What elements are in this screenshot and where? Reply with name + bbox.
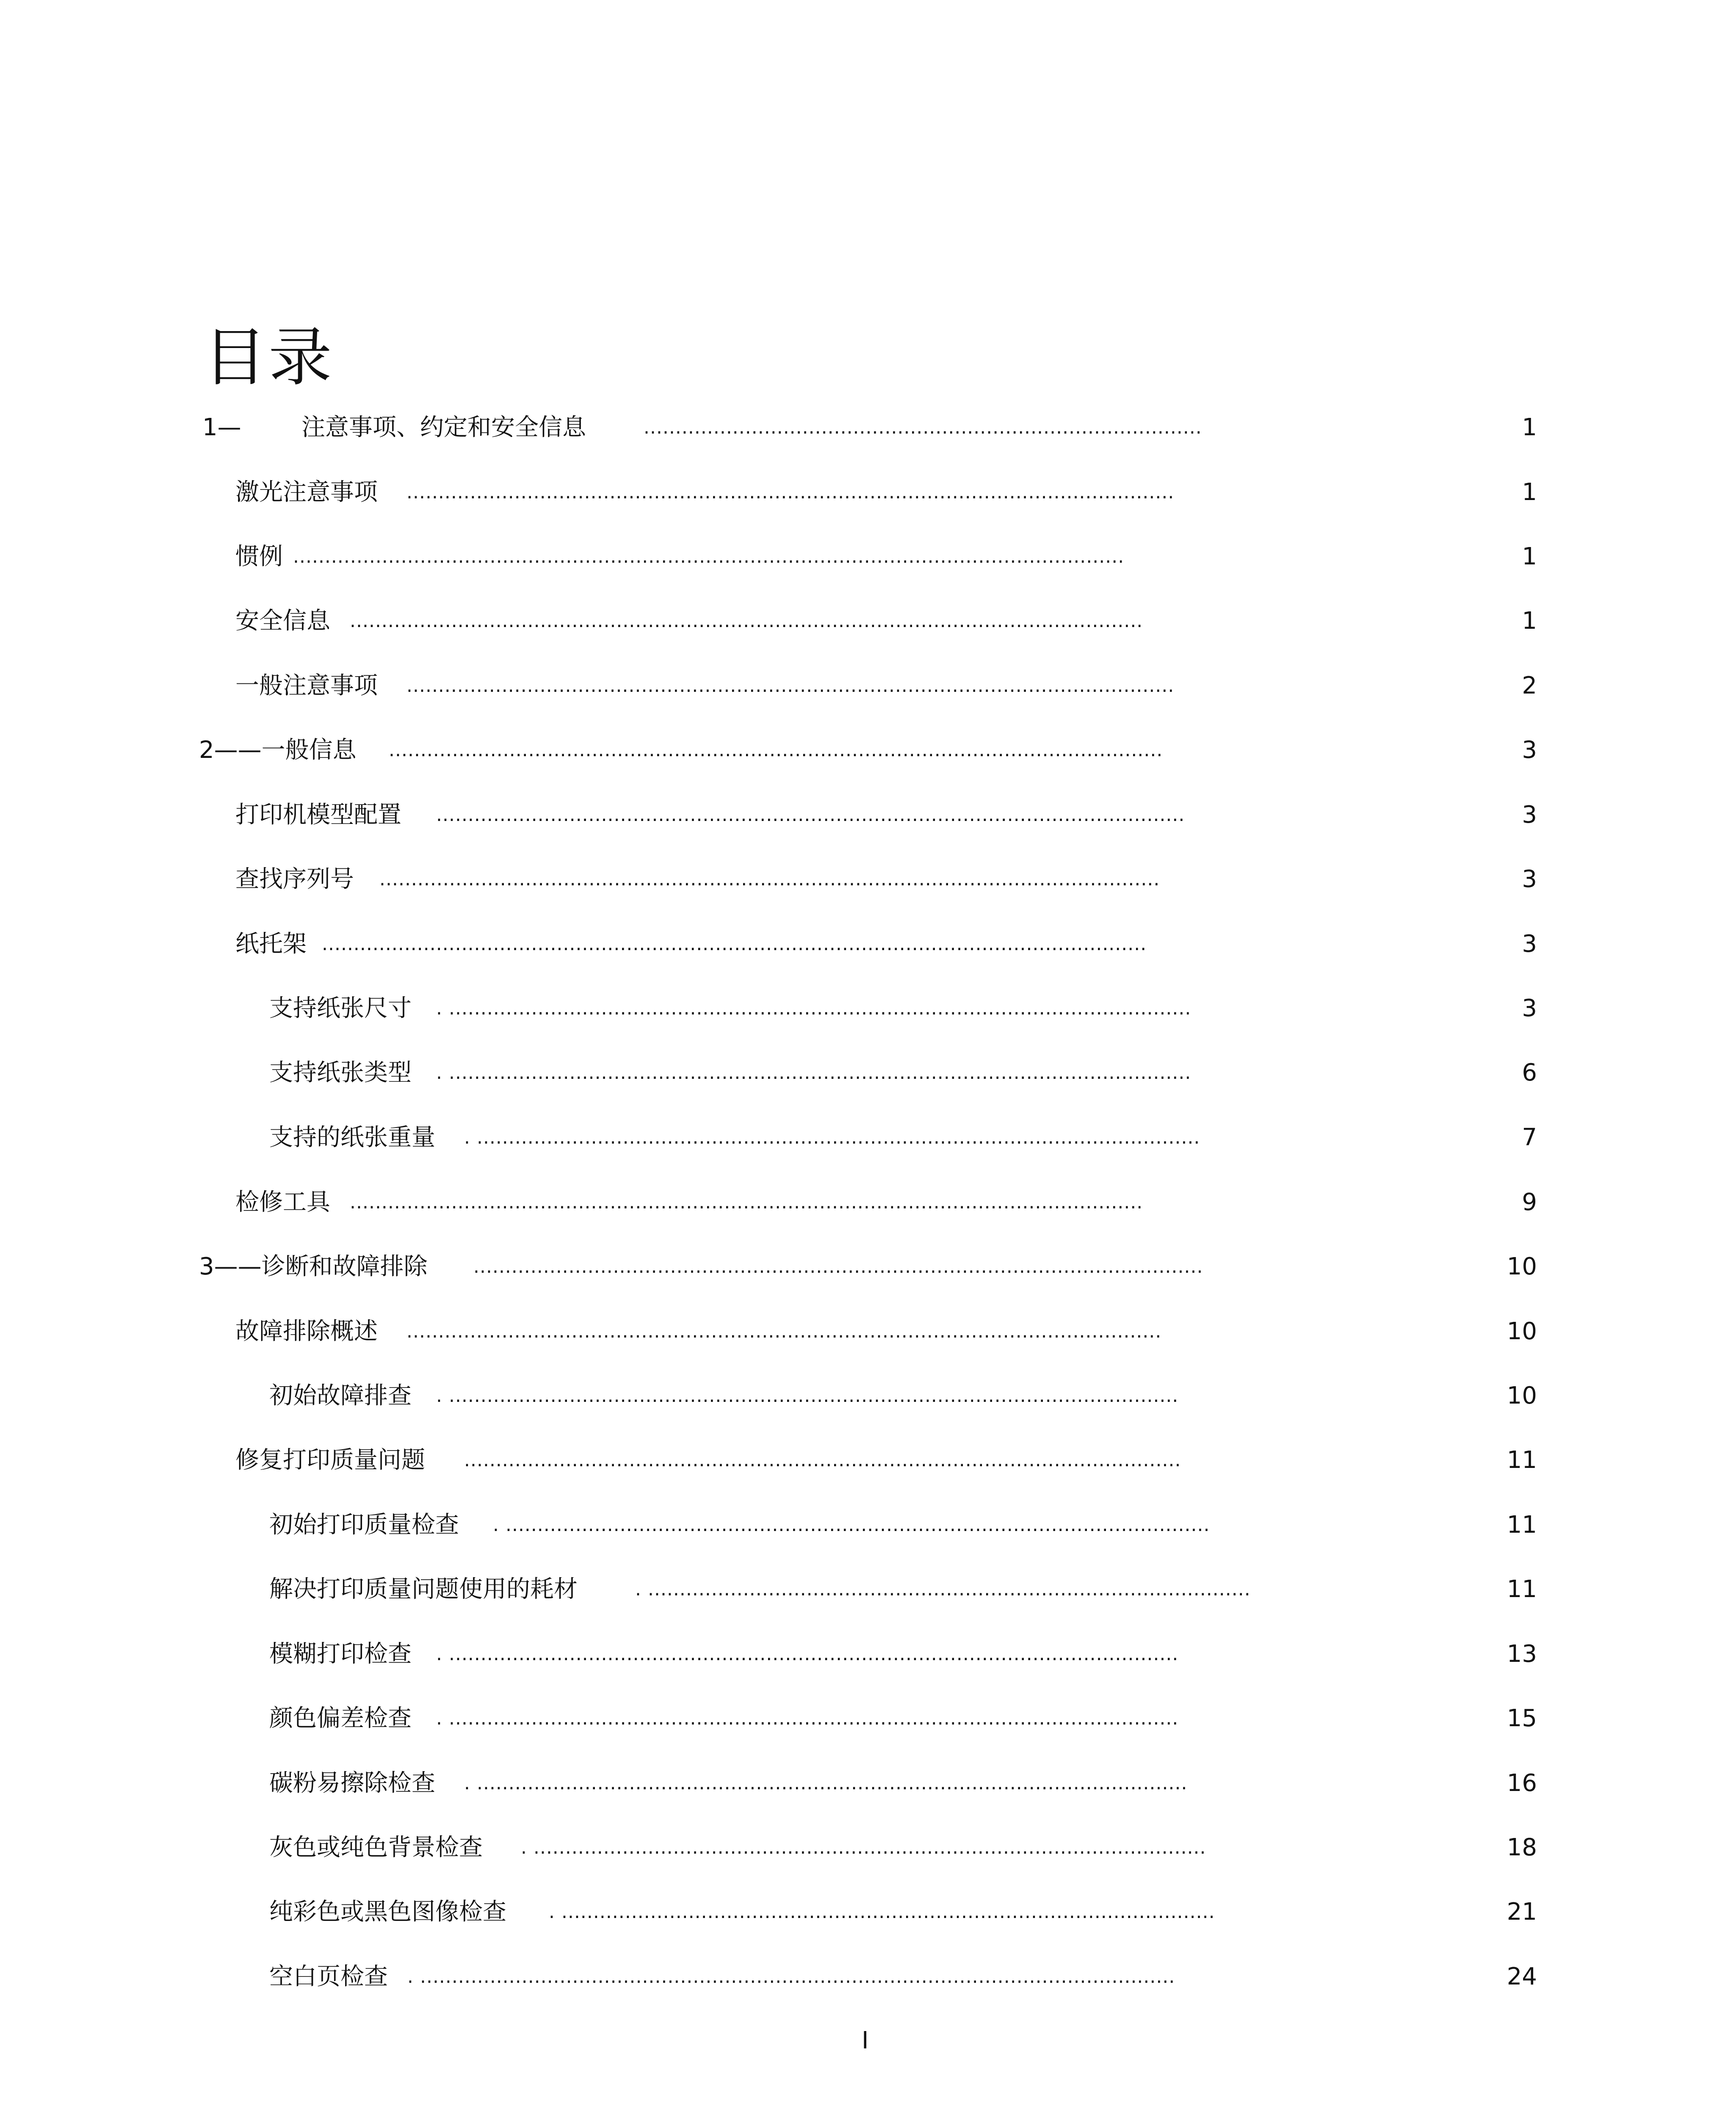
toc-entry-page: 11	[1507, 1446, 1537, 1474]
toc-entry-page: 1	[1522, 543, 1537, 570]
toc-entry[interactable]	[0, 1250, 1736, 1284]
dot-leader: ..................................................................................................................................	[322, 933, 1147, 955]
toc-entry-page: 7	[1522, 1124, 1537, 1151]
toc-entry-label: 故障排除概述	[235, 1318, 378, 1345]
toc-entry-label: 灰色或纯色背景检查	[269, 1834, 483, 1861]
toc-entry-page: 16	[1507, 1769, 1537, 1797]
toc-entry[interactable]	[0, 604, 1736, 638]
toc-entry-label: 修复打印质量问题	[235, 1446, 425, 1474]
dot-leader: .................................................................................................................	[464, 1449, 1181, 1471]
toc-entry-label: 查找序列号	[235, 865, 354, 893]
toc-entry-label: 3——诊断和故障排除	[199, 1253, 428, 1280]
toc-entry-page: 1	[1522, 414, 1537, 441]
toc-entry-page: 10	[1507, 1318, 1537, 1345]
toc-entry[interactable]	[0, 862, 1736, 896]
toc-entry-label: 安全信息	[235, 607, 330, 635]
toc-entry-label: 初始打印质量检查	[269, 1511, 459, 1539]
dot-leader: . ..................................................................................................................	[464, 1127, 1200, 1148]
toc-entry[interactable]	[0, 669, 1736, 703]
toc-entry[interactable]	[0, 1831, 1736, 1865]
toc-entry-label: 激光注意事项	[235, 478, 378, 506]
toc-entry[interactable]	[0, 1960, 1736, 1994]
dot-leader: . ...............................................................................................	[635, 1578, 1251, 1600]
toc-entry[interactable]	[0, 1766, 1736, 1800]
dot-leader: ...................................................................................................................................	[293, 546, 1125, 567]
dot-leader: . .....................................................................................................................	[436, 998, 1191, 1019]
toc-entry-label: 支持纸张类型	[269, 1059, 412, 1086]
dot-leader: .........................................................................................................................	[406, 675, 1175, 696]
toc-entry[interactable]	[0, 411, 1736, 445]
dot-leader: ......................................................................................................................	[436, 804, 1185, 826]
page-title: 目录	[203, 321, 334, 395]
toc-entry[interactable]	[0, 1379, 1736, 1413]
dot-leader: ........................................................................................	[644, 417, 1202, 438]
dot-leader: . .......................................................................................................	[549, 1901, 1215, 1923]
dot-leader: ..........................................................................................................................	[389, 739, 1163, 761]
toc-entry-page: 24	[1507, 1963, 1537, 1990]
dot-leader: . ...................................................................................................................	[436, 1385, 1179, 1407]
toc-entry-page: 9	[1522, 1188, 1537, 1216]
dot-leader: . .....................................................................................................................	[436, 1062, 1191, 1083]
page-number-footer: I	[862, 2027, 869, 2054]
dot-leader: .............................................................................................................................	[350, 1191, 1143, 1213]
toc-entry[interactable]	[0, 1443, 1736, 1477]
toc-entry[interactable]	[0, 992, 1736, 1025]
toc-entry[interactable]	[0, 1121, 1736, 1155]
toc-entry[interactable]	[0, 1186, 1736, 1219]
dot-leader: . ...................................................................................................................	[436, 1708, 1179, 1729]
toc-entry-label: 支持的纸张重量	[269, 1124, 435, 1151]
toc-entry-label: 空白页检查	[269, 1963, 388, 1990]
toc-entry-label: 2——一般信息	[199, 736, 357, 764]
dot-leader: ...................................................................................................................	[473, 1256, 1203, 1277]
toc-entry-page: 1	[1522, 478, 1537, 506]
dot-leader: . ................................................................................................................	[464, 1772, 1188, 1794]
dot-leader: . ...............................................................................................................	[493, 1514, 1210, 1536]
toc-entry-page: 10	[1507, 1253, 1537, 1280]
toc-entry[interactable]	[0, 798, 1736, 832]
toc-entry-page: 3	[1522, 930, 1537, 958]
toc-entry[interactable]	[0, 1056, 1736, 1090]
toc-entry-label: 碳粉易擦除检查	[269, 1769, 435, 1797]
dot-leader: .............................................................................................................................	[350, 610, 1143, 632]
dot-leader: .........................................................................................................................	[406, 481, 1175, 503]
toc-entry-page: 18	[1507, 1834, 1537, 1861]
toc-entry-page: 1	[1522, 607, 1537, 635]
toc-entry-label: 支持纸张尺寸	[269, 995, 412, 1022]
toc-entry-label: 一般注意事项	[235, 672, 378, 699]
toc-entry-page: 3	[1522, 736, 1537, 764]
toc-entry-page: 3	[1522, 801, 1537, 829]
toc-entry-label: 初始故障排查	[269, 1382, 412, 1409]
toc-entry-page: 2	[1522, 672, 1537, 699]
toc-entry-page: 21	[1507, 1898, 1537, 1926]
dot-leader: . .......................................................................................................................	[407, 1966, 1175, 1987]
toc-entry-page: 3	[1522, 865, 1537, 893]
toc-entry[interactable]	[0, 1702, 1736, 1736]
toc-entry-label: 纯彩色或黑色图像检查	[269, 1898, 506, 1926]
toc-entry-label: 1— 注意事项、约定和安全信息	[202, 414, 586, 441]
toc-entry[interactable]	[0, 1573, 1736, 1606]
toc-entry-page: 13	[1507, 1640, 1537, 1668]
toc-entry[interactable]	[0, 1315, 1736, 1349]
toc-entry-page: 11	[1507, 1511, 1537, 1539]
dot-leader: .......................................................................................................................	[406, 1321, 1162, 1342]
toc-entry[interactable]	[0, 475, 1736, 509]
toc-entry-label: 打印机模型配置	[235, 801, 401, 829]
toc-entry[interactable]	[0, 733, 1736, 767]
toc-entry[interactable]	[0, 1637, 1736, 1671]
toc-entry[interactable]	[0, 927, 1736, 961]
toc-entry[interactable]	[0, 1508, 1736, 1542]
toc-entry-label: 解决打印质量问题使用的耗材	[269, 1575, 578, 1603]
toc-entry-page: 10	[1507, 1382, 1537, 1409]
toc-entry-label: 纸托架	[235, 930, 307, 958]
dot-leader: . ...................................................................................................................	[436, 1643, 1179, 1665]
toc-entry-label: 检修工具	[235, 1188, 330, 1216]
toc-entry-page: 6	[1522, 1059, 1537, 1086]
toc-entry-label: 模糊打印检查	[269, 1640, 412, 1668]
toc-entry-page: 15	[1507, 1705, 1537, 1732]
toc-entry[interactable]	[0, 540, 1736, 574]
toc-entry-page: 11	[1507, 1575, 1537, 1603]
toc-entry-page: 3	[1522, 995, 1537, 1022]
dot-leader: ...........................................................................................................................	[379, 868, 1160, 890]
toc-entry-label: 颜色偏差检查	[269, 1705, 412, 1732]
toc-entry[interactable]	[0, 1895, 1736, 1929]
dot-leader: . ..........................................................................................................	[521, 1837, 1206, 1858]
toc-entry-label: 惯例	[235, 543, 283, 570]
